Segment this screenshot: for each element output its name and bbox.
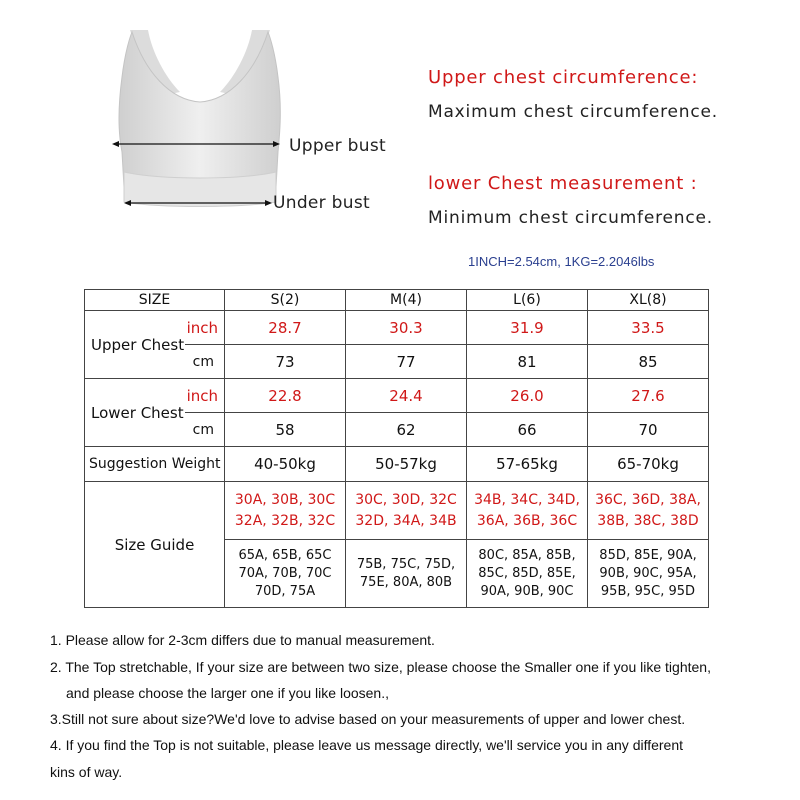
cell-value: 77	[346, 345, 467, 379]
note-1: 1. Please allow for 2-3cm differs due to manual measurement.	[50, 632, 435, 648]
guide-eu-cell: 85D, 85E, 90A, 90B, 90C, 95A, 95B, 95C, 95D	[588, 540, 709, 608]
lower-chest-desc: Minimum chest circumference.	[428, 208, 713, 228]
size-header: SIZE	[85, 290, 225, 311]
size-guide-label: Size Guide	[85, 482, 225, 608]
lower-chest-row-label: Lower Chest	[85, 379, 185, 447]
note-2: 2. The Top stretchable, If your size are between two size, please choose the Smaller one if you like tighten,	[50, 659, 711, 675]
cell-value: 33.5	[588, 311, 709, 345]
upper-chest-title: Upper chest circumference:	[428, 67, 699, 88]
cell-value: 73	[225, 345, 346, 379]
guide-eu-cell: 80C, 85A, 85B, 85C, 85D, 85E, 90A, 90B, 90C	[467, 540, 588, 608]
cell-value: 27.6	[588, 379, 709, 413]
cell-value: 57-65kg	[467, 447, 588, 482]
unit-cm: cm	[185, 345, 225, 379]
note-2-cont: and please choose the larger one if you like loosen.,	[66, 685, 389, 701]
table-row	[85, 482, 709, 540]
table-row	[85, 311, 709, 345]
cell-value: 85	[588, 345, 709, 379]
note-4-cont: kins of way.	[50, 764, 123, 780]
note-3: 3.Still not sure about size?We'd love to advise based on your measurements of upper and lower chest.	[50, 711, 686, 727]
upper-bust-label: Upper bust	[289, 136, 386, 156]
size-s: S(2)	[225, 290, 346, 311]
size-xl: XL(8)	[588, 290, 709, 311]
guide-us-cell: 30C, 30D, 32C 32D, 34A, 34B	[346, 482, 467, 540]
cell-value: 40-50kg	[225, 447, 346, 482]
unit-inch: inch	[185, 379, 225, 413]
sports-bra-image	[100, 22, 300, 222]
table-header-row	[85, 290, 709, 311]
unit-inch: inch	[185, 311, 225, 345]
cell-value: 50-57kg	[346, 447, 467, 482]
guide-eu-cell: 65A, 65B, 65C 70A, 70B, 70C 70D, 75A	[225, 540, 346, 608]
under-bust-label: Under bust	[273, 193, 370, 213]
upper-chest-row-label: Upper Chest	[85, 311, 185, 379]
table-row	[85, 447, 709, 482]
cell-value: 31.9	[467, 311, 588, 345]
guide-us-cell: 36C, 36D, 38A, 38B, 38C, 38D	[588, 482, 709, 540]
lower-chest-title: lower Chest measurement :	[428, 173, 698, 194]
cell-value: 65-70kg	[588, 447, 709, 482]
cell-value: 58	[225, 413, 346, 447]
guide-eu-cell: 75B, 75C, 75D, 75E, 80A, 80B	[346, 540, 467, 608]
size-l: L(6)	[467, 290, 588, 311]
unit-cm: cm	[185, 413, 225, 447]
cell-value: 81	[467, 345, 588, 379]
cell-value: 66	[467, 413, 588, 447]
cell-value: 62	[346, 413, 467, 447]
upper-chest-desc: Maximum chest circumference.	[428, 102, 718, 122]
cell-value: 22.8	[225, 379, 346, 413]
cell-value: 26.0	[467, 379, 588, 413]
unit-conversion: 1INCH=2.54cm, 1KG=2.2046lbs	[468, 254, 655, 269]
cell-value: 30.3	[346, 311, 467, 345]
size-m: M(4)	[346, 290, 467, 311]
weight-row-label: Suggestion Weight	[85, 447, 225, 482]
cell-value: 70	[588, 413, 709, 447]
table-row	[85, 379, 709, 413]
guide-us-cell: 34B, 34C, 34D, 36A, 36B, 36C	[467, 482, 588, 540]
cell-value: 28.7	[225, 311, 346, 345]
cell-value: 24.4	[346, 379, 467, 413]
note-4: 4. If you find the Top is not suitable, please leave us message directly, we'll service you in any different	[50, 737, 684, 753]
size-chart-table	[84, 289, 709, 608]
guide-us-cell: 30A, 30B, 30C 32A, 32B, 32C	[225, 482, 346, 540]
